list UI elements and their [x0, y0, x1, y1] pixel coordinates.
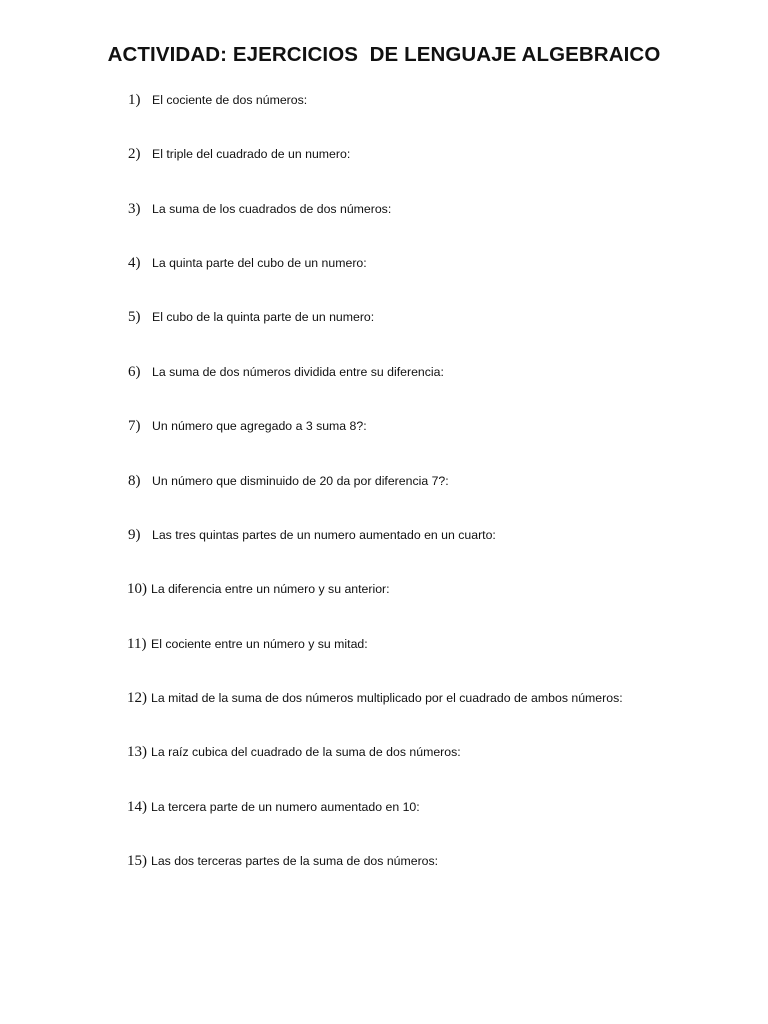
exercise-item-14 — [0, 797, 768, 821]
exercise-text: La suma de dos números dividida entre su diferencia: — [152, 365, 444, 379]
exercise-text: Un número que disminuido de 20 da por diferencia 7?: — [152, 474, 449, 488]
exercise-item-6 — [0, 362, 768, 386]
exercise-number: 8) — [128, 473, 141, 489]
exercise-item-7 — [0, 416, 768, 440]
exercise-text: Las tres quintas partes de un numero aumentado en un cuarto: — [152, 528, 496, 542]
exercise-item-3 — [0, 199, 768, 223]
exercise-number: 4) — [128, 255, 141, 271]
exercise-number: 15) — [127, 853, 147, 869]
exercise-text: La diferencia entre un número y su anterior: — [151, 582, 390, 596]
exercise-item-13 — [0, 742, 768, 766]
exercise-number: 12) — [127, 690, 147, 706]
exercise-text: La raíz cubica del cuadrado de la suma de dos números: — [151, 745, 461, 759]
exercise-text: La mitad de la suma de dos números multiplicado por el cuadrado de ambos números: — [151, 691, 623, 705]
exercise-number: 7) — [128, 418, 141, 434]
exercise-item-2 — [0, 144, 768, 168]
exercise-number: 3) — [128, 201, 141, 217]
exercise-text: La tercera parte de un numero aumentado en 10: — [151, 800, 420, 814]
exercise-number: 2) — [128, 146, 141, 162]
exercise-number: 1) — [128, 92, 141, 108]
exercise-text: El cociente entre un número y su mitad: — [151, 637, 368, 651]
page-title: ACTIVIDAD: EJERCICIOS DE LENGUAJE ALGEBRAICO — [107, 43, 661, 66]
exercise-item-9 — [0, 525, 768, 549]
exercise-text: Las dos terceras partes de la suma de dos números: — [151, 854, 439, 868]
exercise-number: 10) — [127, 581, 147, 597]
exercise-text: La suma de los cuadrados de dos números: — [152, 202, 392, 216]
exercise-number: 14) — [127, 799, 147, 815]
exercise-text: La quinta parte del cubo de un numero: — [152, 256, 367, 270]
exercise-number: 6) — [128, 364, 141, 380]
exercise-item-12 — [0, 688, 768, 712]
exercise-text: El cubo de la quinta parte de un numero: — [152, 310, 375, 324]
exercise-number: 9) — [128, 527, 141, 543]
exercise-number: 13) — [127, 744, 147, 760]
exercise-item-10 — [0, 579, 768, 603]
exercise-text: Un número que agregado a 3 suma 8?: — [152, 419, 367, 433]
exercise-item-4 — [0, 253, 768, 277]
exercise-item-8 — [0, 471, 768, 495]
exercise-number: 11) — [127, 636, 147, 652]
exercise-item-1 — [0, 90, 768, 114]
exercise-text: El cociente de dos números: — [152, 93, 308, 107]
exercise-item-11 — [0, 634, 768, 658]
exercise-item-15 — [0, 851, 768, 875]
exercise-item-5 — [0, 307, 768, 331]
exercise-number: 5) — [128, 309, 141, 325]
exercise-text: El triple del cuadrado de un numero: — [152, 147, 351, 161]
